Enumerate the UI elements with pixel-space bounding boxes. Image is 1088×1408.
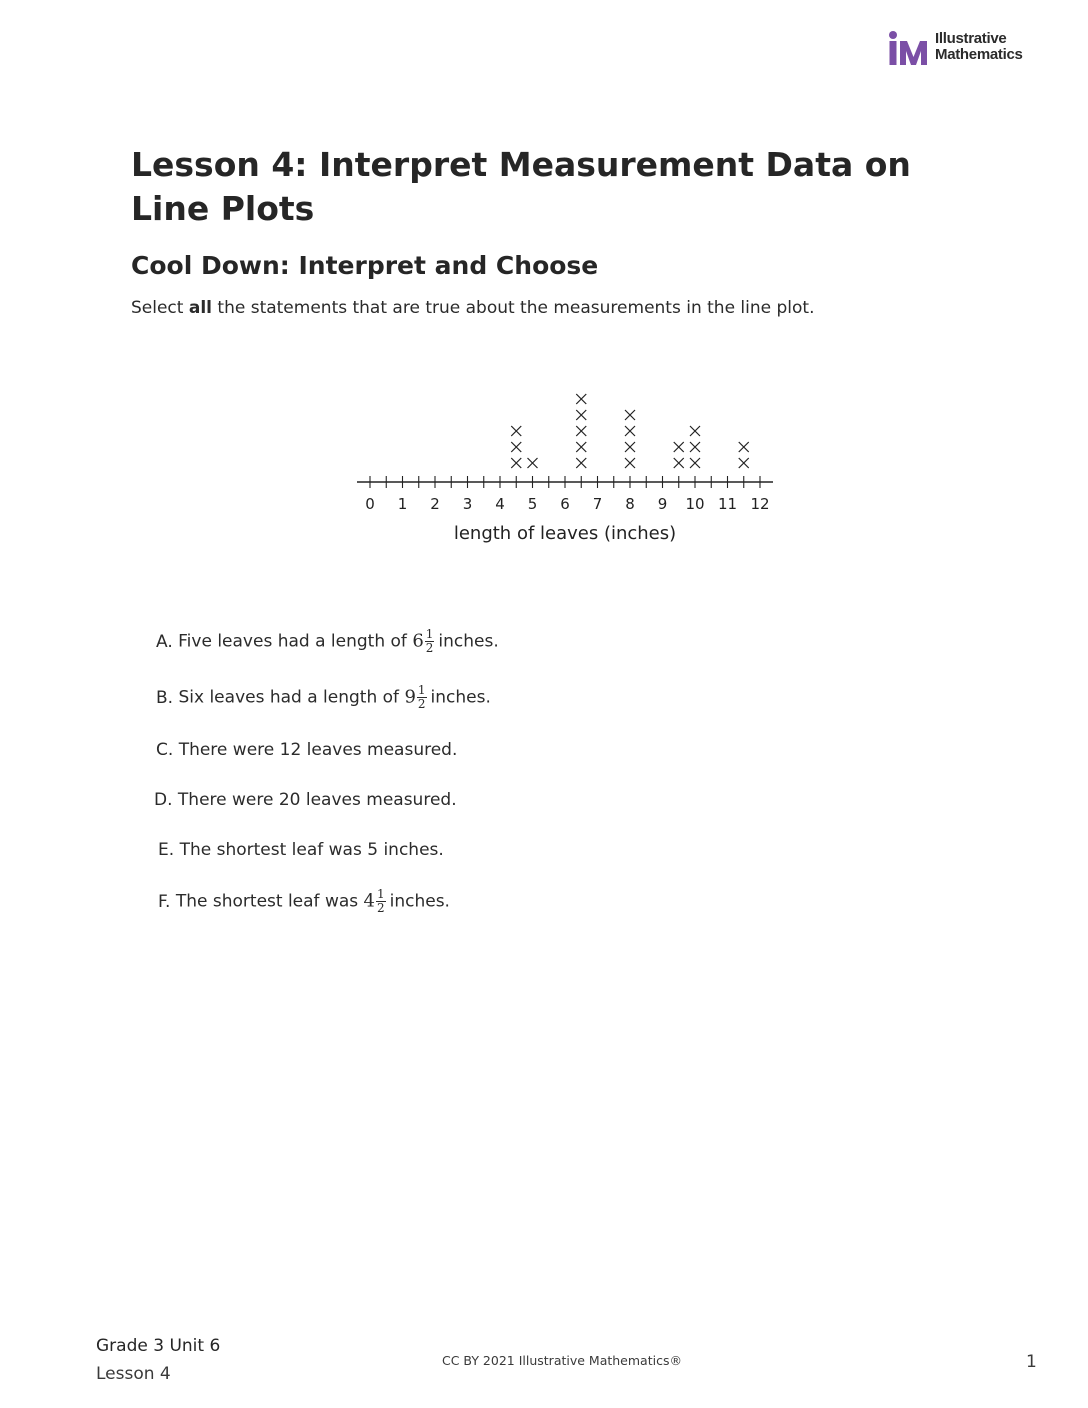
choice-e (158, 838, 444, 862)
page-number: 1 (1026, 1352, 1037, 1372)
choice-b-letter: B. (156, 687, 174, 708)
data-point-x-mark (511, 458, 521, 468)
data-point-x-mark (739, 458, 749, 468)
instructions (131, 296, 815, 320)
instructions-before: Select (131, 298, 189, 318)
choice-a-denominator: 2 (425, 641, 434, 655)
tick-label: 7 (592, 495, 603, 513)
data-point-x-mark (511, 442, 521, 452)
choice-a-whole: 6 (412, 630, 424, 652)
instructions-after: the statements that are true about the measurements in the line plot. (212, 298, 815, 318)
footer-grade-unit: Grade 3 Unit 6 (96, 1336, 221, 1356)
data-point-x-mark (511, 426, 521, 436)
choice-c-text: There were 12 leaves measured. (178, 740, 458, 760)
data-point-x-mark (674, 442, 684, 452)
choice-e-text: The shortest leaf was 5 inches. (179, 840, 444, 860)
logo-wordmark (935, 31, 1023, 63)
data-point-x-mark (625, 442, 635, 452)
choice-f-whole: 4 (363, 890, 375, 912)
choice-b-numerator: 1 (417, 683, 426, 697)
data-point-x-mark (690, 458, 700, 468)
choice-d-text: There were 20 leaves measured. (177, 790, 457, 810)
instructions-bold: all (188, 298, 212, 318)
x-axis-label: length of leaves (inches) (453, 523, 677, 544)
choice-d-letter: D. (154, 790, 173, 810)
data-point-x-mark (739, 442, 749, 452)
choice-a-fraction (425, 628, 435, 655)
tick-label: 9 (657, 495, 668, 513)
data-point-x-mark (576, 410, 586, 420)
tick-label: 3 (462, 495, 473, 513)
choice-f (158, 888, 450, 915)
tick-label: 5 (527, 495, 538, 513)
illustrative-mathematics-logo (888, 30, 1048, 66)
choice-a-numerator: 1 (425, 627, 434, 641)
data-point-x-mark (625, 458, 635, 468)
choice-f-numerator: 1 (376, 887, 385, 901)
choice-f-mixed-number (364, 888, 390, 915)
choice-b-fraction (417, 684, 427, 711)
footer-copyright: CC BY 2021 Illustrative Mathematics® (442, 1353, 682, 1368)
choice-f-letter: F. (158, 891, 171, 912)
tick-label: 6 (560, 495, 570, 513)
data-point-x-mark (576, 394, 586, 404)
data-point-x-mark (625, 410, 635, 420)
tick-label: 12 (750, 495, 770, 513)
choice-e-letter: E. (158, 840, 175, 860)
tick-label: 11 (717, 495, 738, 513)
choice-f-text-before: The shortest leaf was (175, 891, 364, 912)
choice-b-denominator: 2 (417, 697, 426, 711)
choice-a-text-before: Five leaves had a length of (178, 631, 413, 652)
data-point-x-mark (625, 426, 635, 436)
choice-f-fraction (376, 888, 386, 915)
choice-a (156, 628, 499, 655)
tick-label: 8 (625, 495, 635, 513)
choice-d (154, 788, 457, 812)
choice-b-text-before: Six leaves had a length of (178, 687, 405, 708)
tick-label: 1 (397, 495, 408, 513)
logo-line-1: Illustrative (935, 30, 1007, 47)
footer-lesson: Lesson 4 (96, 1364, 171, 1384)
data-point-x-mark (576, 426, 586, 436)
data-point-x-mark (576, 442, 586, 452)
choice-b-mixed-number (404, 684, 430, 711)
data-point-x-mark (576, 458, 586, 468)
tick-label: 10 (685, 495, 705, 513)
lesson-title: Lesson 4: Interpret Measurement Data on Line Plots (131, 145, 911, 228)
data-point-x-mark (690, 442, 700, 452)
choice-b-whole: 9 (404, 686, 416, 708)
choice-f-text-after: inches. (389, 891, 450, 912)
section-title: Cool Down: Interpret and Choose (131, 251, 599, 280)
choice-a-text-after: inches. (438, 631, 499, 652)
tick-label: 2 (430, 495, 440, 513)
logo-line-2: Mathematics (935, 46, 1023, 63)
im-logo-icon (888, 30, 930, 66)
choice-b-text-after: inches. (430, 687, 491, 708)
choice-a-mixed-number (412, 628, 438, 655)
choice-f-denominator: 2 (376, 901, 385, 915)
choice-c-letter: C. (156, 740, 174, 760)
data-point-x-mark (528, 458, 538, 468)
tick-label: 4 (495, 495, 505, 513)
choice-a-letter: A. (156, 631, 173, 652)
choice-c (156, 738, 457, 762)
data-point-x-mark (690, 426, 700, 436)
line-plot (340, 380, 790, 555)
data-point-x-mark (674, 458, 684, 468)
choice-b (156, 684, 491, 711)
tick-label: 0 (365, 495, 375, 513)
